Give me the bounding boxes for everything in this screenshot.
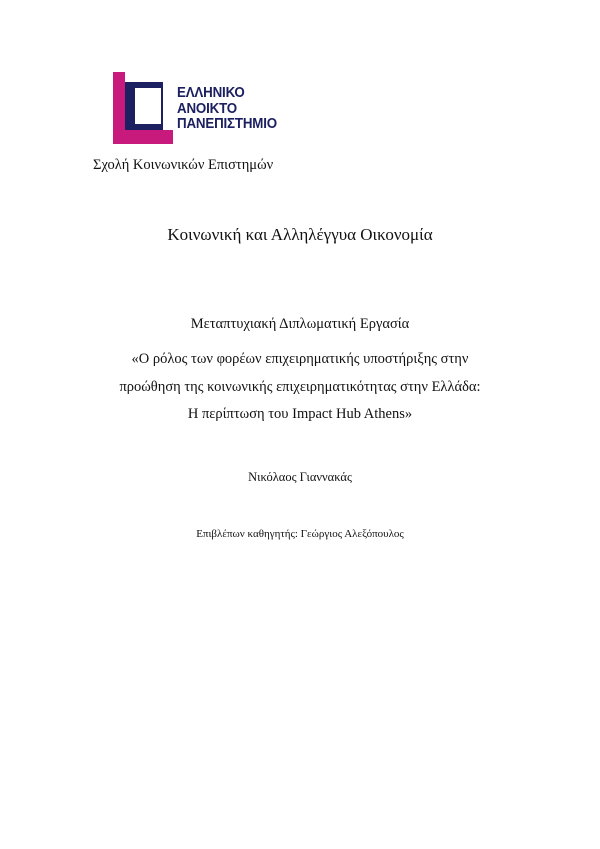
supervisor: Επιβλέπων καθηγητής: Γεώργιος Αλεξόπουλος xyxy=(196,528,404,540)
thesis-title-line: Η περίπτωση του Impact Hub Athens» xyxy=(187,406,413,422)
university-name-line-2: ΑΝΟΙΚΤΟ xyxy=(177,100,237,117)
thesis-title xyxy=(0,346,600,429)
university-logo-mark-icon xyxy=(113,72,173,144)
author-name: Νικόλαος Γιαννακάς xyxy=(248,470,352,484)
university-name xyxy=(177,86,286,133)
thesis-title-line: «Ο ρόλος των φορέων επιχειρηματικής υποστήριξης στην xyxy=(131,351,469,367)
school-name: Σχολή Κοινωνικών Επιστημών xyxy=(93,157,274,173)
thesis-title-line: προώθηση της κοινωνικής επιχειρηματικότητας στην Ελλάδα: xyxy=(119,378,481,395)
programme-name: Κοινωνική και Αλληλέγγυα Οικονομία xyxy=(167,225,433,244)
university-name-line-1: ΕΛΛΗΝΙΚΟ xyxy=(177,85,245,101)
thesis-type: Μεταπτυχιακή Διπλωματική Εργασία xyxy=(190,316,410,332)
university-name-line-3: ΠΑΝΕΠΙΣΤΗΜΙΟ xyxy=(177,116,277,132)
university-logo xyxy=(113,72,303,144)
